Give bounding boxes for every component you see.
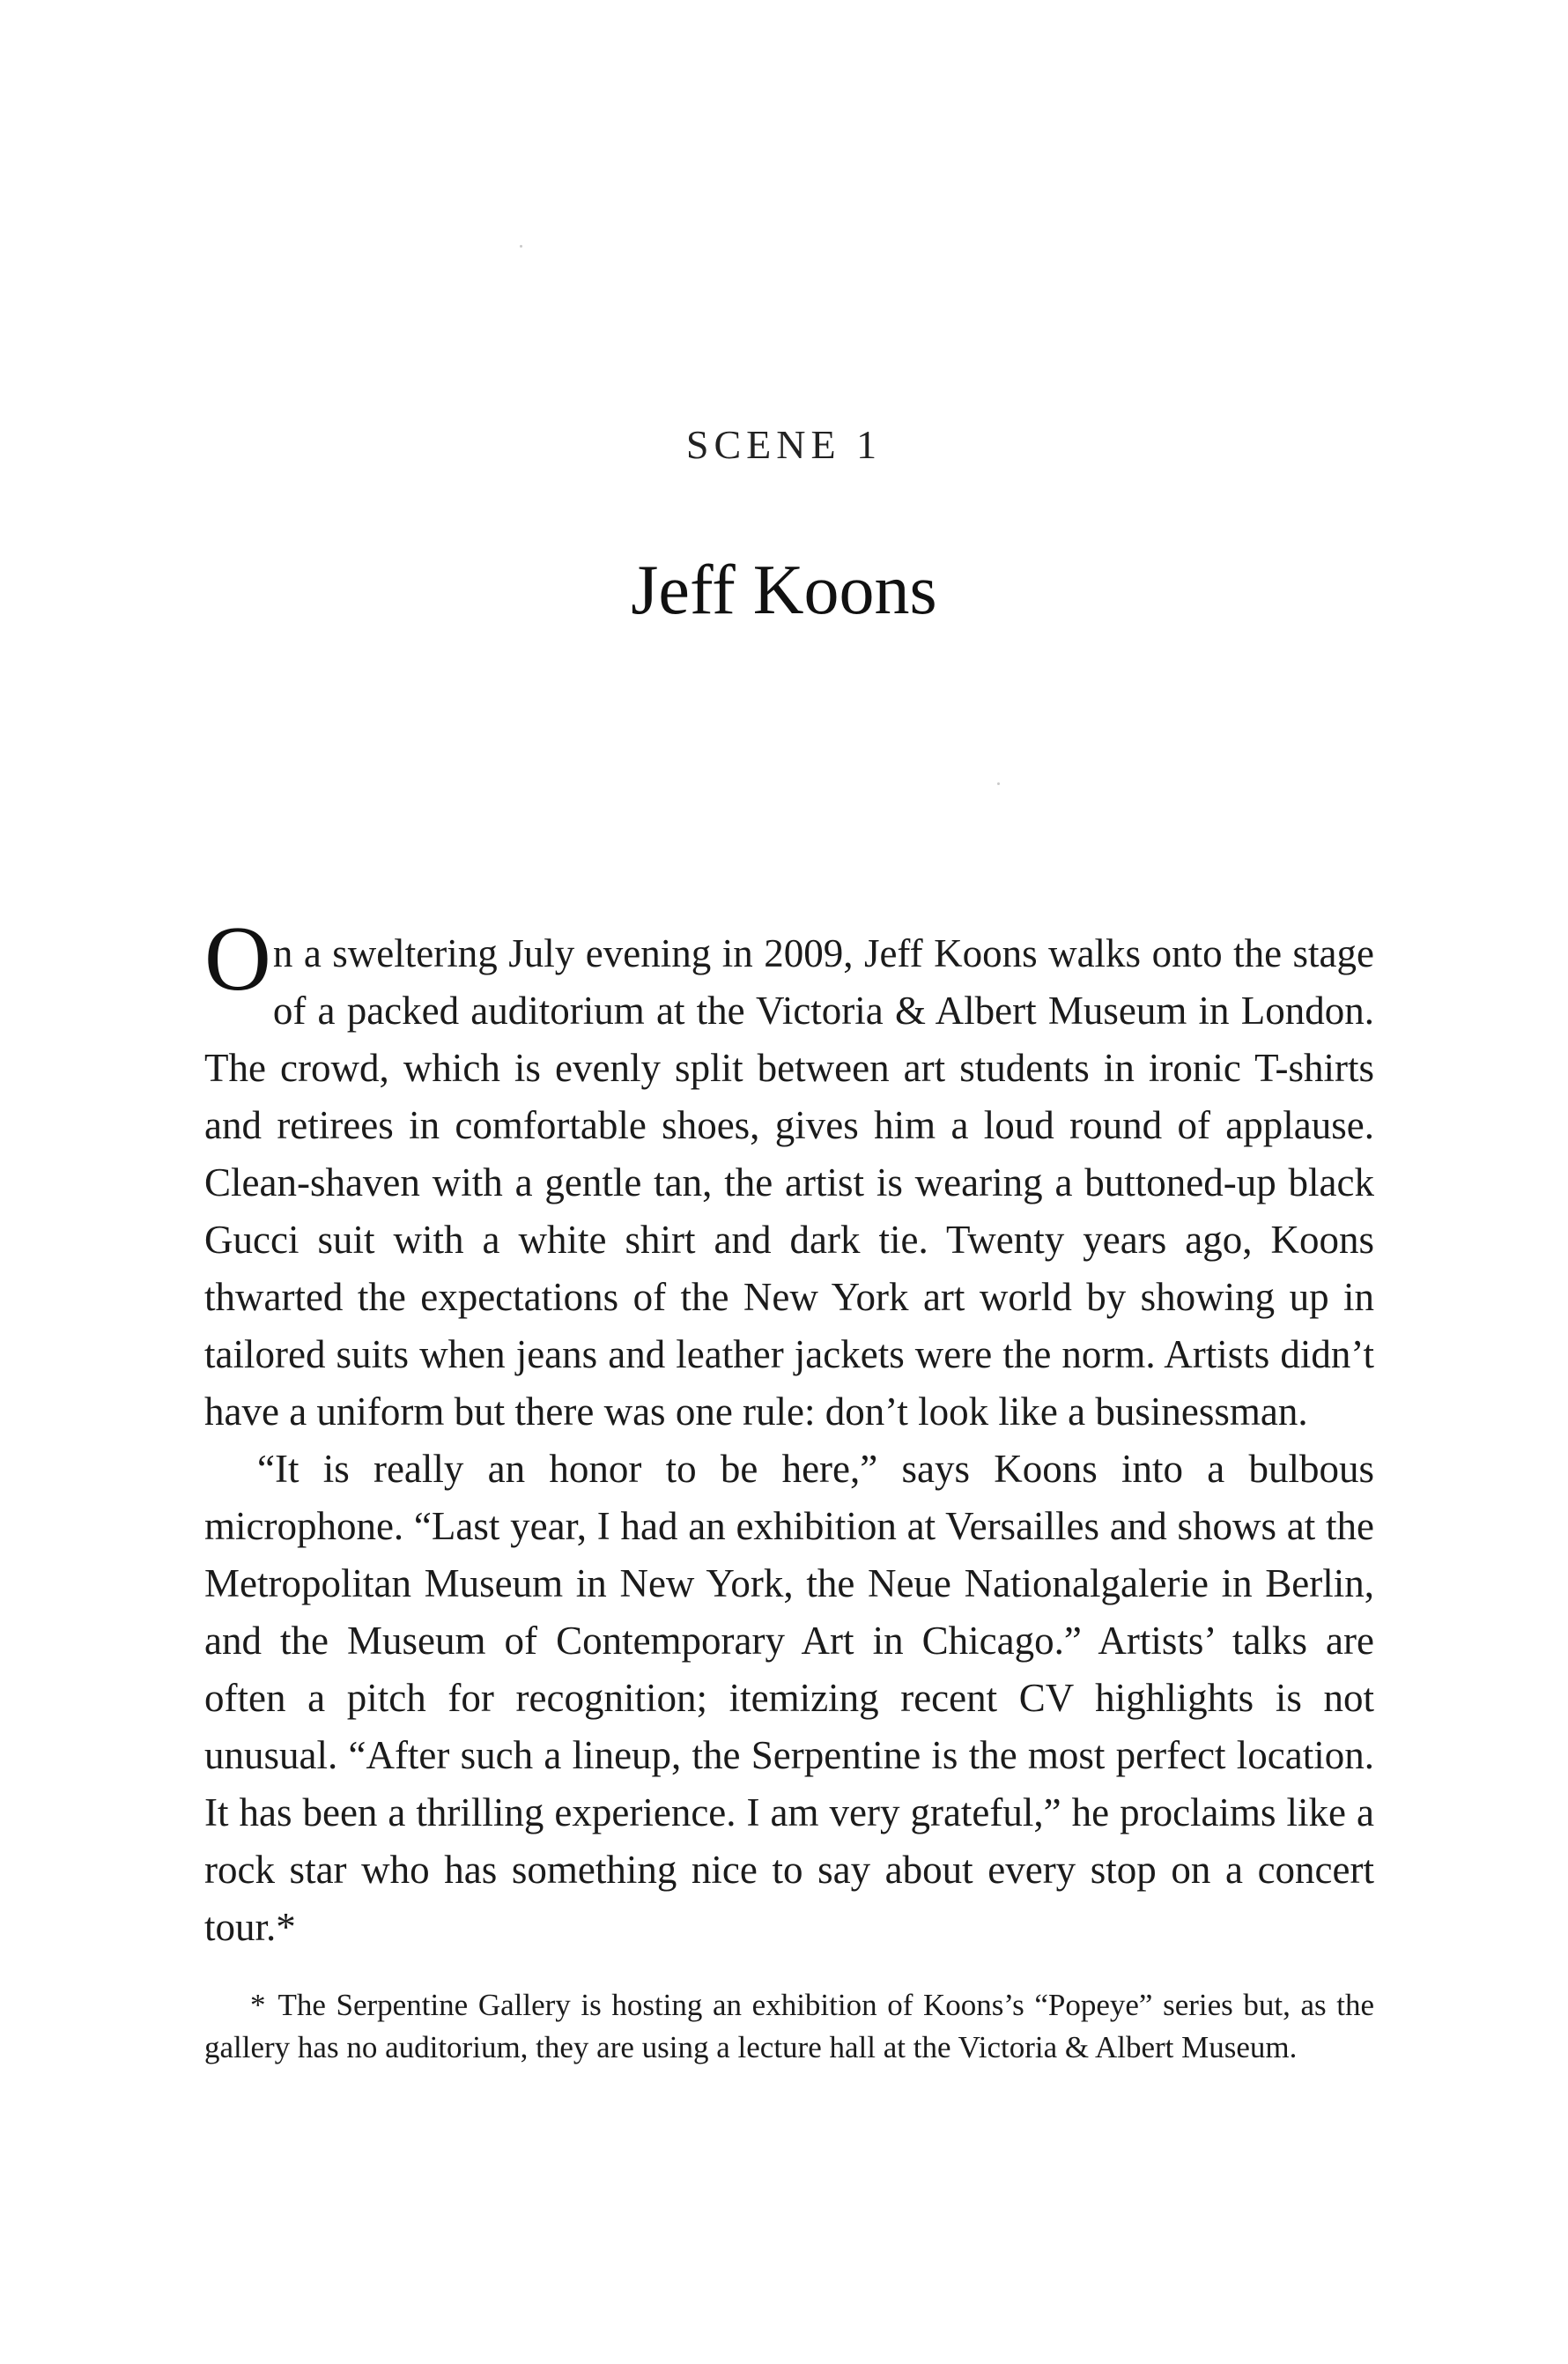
footnote-text: The Serpentine Gallery is hosting an exhibition of Koons’s “Popeye” series but, as the gallery has no auditorium, they are using a lecture hall at the Victoria & Albert Museum.	[204, 1988, 1374, 2064]
footnote	[204, 1984, 1374, 2069]
footnote-marker: *	[250, 1988, 266, 2022]
paragraph-2: “It is really an honor to be here,” says Koons into a bulbous microphone. “Last year, I had an exhibition at Versailles and shows at the Metropolitan Museum in New York, the Neue Nationalgalerie in Berlin, and the Museum of Contemporary Art in Chicago.” Artists’ talks are often a pitch for recognition; itemizing recent CV highlights is not unusual. “After such a lineup, the Serpentine is the most perfect location. It has been a thrilling experience. I am very grateful,” he proclaims like a rock star who has something nice to say about every stop on a concert tour.*	[204, 1447, 1374, 1949]
body-text	[204, 907, 1374, 1956]
paper-speck	[997, 782, 1000, 785]
paper-speck	[520, 245, 522, 248]
drop-cap: O	[204, 907, 271, 1010]
paragraph-1-text: n a sweltering July evening in 2009, Jeff Koons walks onto the stage of a packed auditorium at the Victoria & Albert Museum in London. The crowd, which is evenly split between art students in ironic T-shirts and retirees in comfortable shoes, gives him a loud round of applause. Clean-shaven with a gentle tan, the artist is wearing a buttoned-up black Gucci suit with a white shirt and dark tie. Twenty years ago, Koons thwarted the expectations of the New York art world by showing up in tailored suits when jeans and leather jackets were the norm. Artists didn’t have a uniform but there was one rule: don’t look like a businessman.	[204, 931, 1374, 1434]
chapter-title: Jeff Koons	[631, 552, 937, 629]
scene-label: SCENE 1	[685, 422, 883, 467]
paragraph-1	[204, 907, 1374, 1441]
